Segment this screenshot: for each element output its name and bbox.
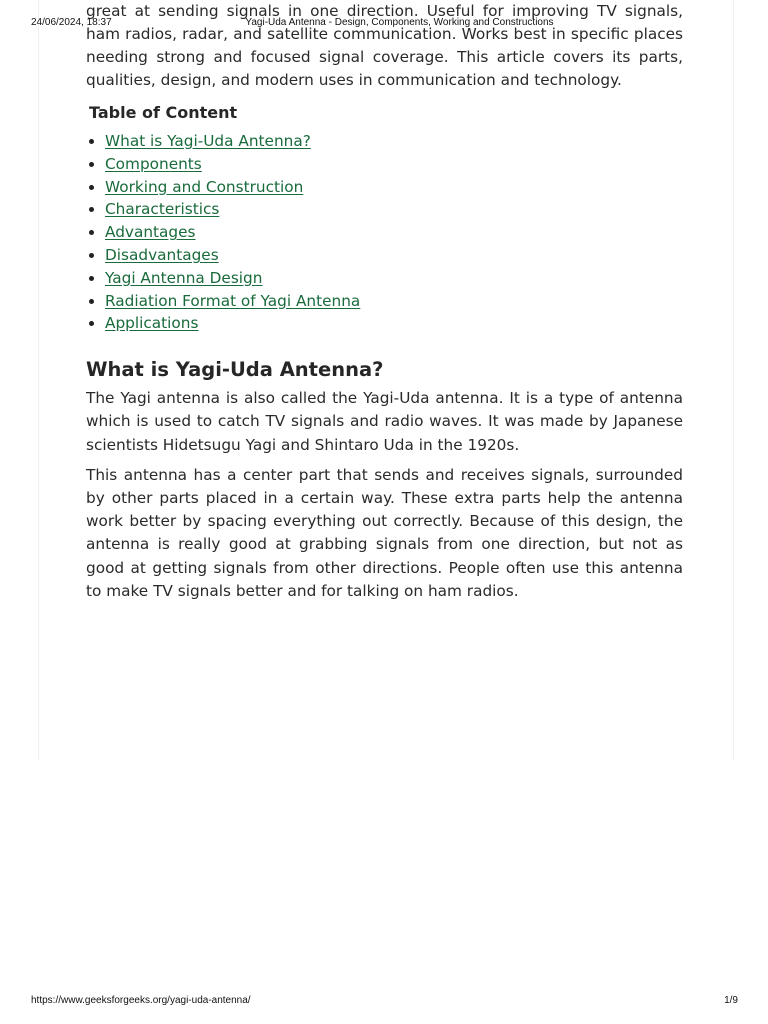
section-heading: What is Yagi-Uda Antenna? <box>86 358 384 382</box>
toc-link-radiation-format[interactable]: Radiation Format of Yagi Antenna <box>105 291 361 310</box>
toc-item <box>105 244 683 267</box>
print-page-title: Yagi-Uda Antenna - Design, Components, Working and Constructions <box>245 17 554 28</box>
toc-link-characteristics[interactable]: Characteristics <box>105 200 220 219</box>
toc-title: Table of Content <box>89 103 238 122</box>
toc-link-working-construction[interactable]: Working and Construction <box>105 177 304 196</box>
toc-item <box>105 221 683 244</box>
toc-item <box>105 198 683 221</box>
toc-link-applications[interactable]: Applications <box>105 314 199 333</box>
print-url: https://www.geeksforgeeks.org/yagi-uda-antenna/ <box>31 995 251 1006</box>
print-datetime: 24/06/2024, 18:37 <box>31 17 112 28</box>
intro-paragraph: great at sending signals in one direction. Useful for improving TV signals, ham radios, radar, and satellite communication. Works best in specific places needing strong and focused signal coverage. This article covers its parts, qualities, design, and modern uses in communication and technology. <box>86 2 683 89</box>
table-of-contents <box>86 130 683 335</box>
toc-item <box>105 176 683 199</box>
toc-link-what-is-yagi-uda[interactable]: What is Yagi-Uda Antenna? <box>105 132 311 150</box>
toc-item <box>105 312 683 335</box>
print-header <box>31 17 738 29</box>
toc-item <box>105 290 683 313</box>
toc-link-yagi-antenna-design[interactable]: Yagi Antenna Design <box>105 268 263 287</box>
page-number: 1/9 <box>724 995 738 1006</box>
section-paragraph: The Yagi antenna is also called the Yagi-Uda antenna. It is a type of antenna which is used to catch TV signals and radio waves. It was made by Japanese scientists Hidetsugu Yagi and Shintaro Uda in the 1920s. <box>86 389 683 454</box>
toc-link-disadvantages[interactable]: Disadvantages <box>105 245 219 264</box>
toc-item <box>105 267 683 290</box>
toc-link-advantages[interactable]: Advantages <box>105 223 196 242</box>
toc-link-components[interactable]: Components <box>105 154 202 173</box>
toc-item <box>105 130 683 153</box>
section-paragraph: This antenna has a center part that sends and receives signals, surrounded by other parts placed in a certain way. These extra parts help the antenna work better by spacing everything out correctly. Because of this design, the antenna is really good at grabbing signals from one direction, but not as good at getting signals from other directions. People often use this antenna to make TV signals better and for talking on ham radios. <box>86 465 683 600</box>
article <box>86 0 683 603</box>
toc-item <box>105 153 683 176</box>
